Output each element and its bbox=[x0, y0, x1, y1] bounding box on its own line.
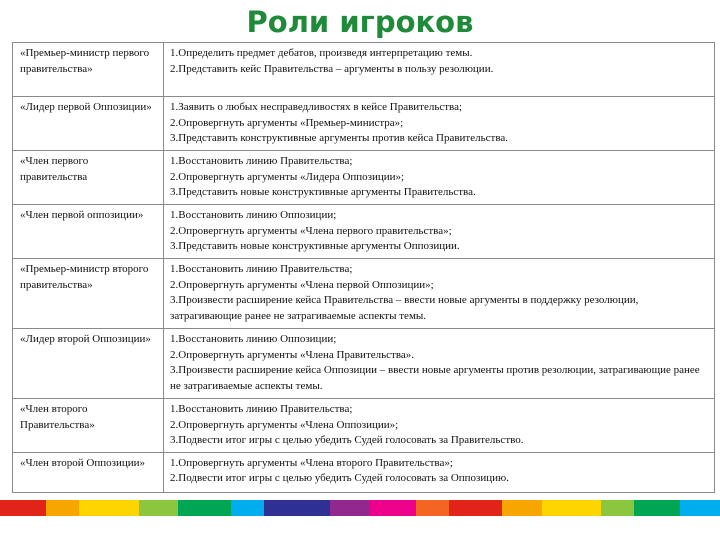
tasks-cell bbox=[164, 97, 715, 151]
task-item: 2.Опровергнуть аргументы «Премьер-министра»; bbox=[170, 116, 404, 129]
band-segment bbox=[502, 500, 542, 516]
task-item: 1.Определить предмет дебатов, произведя интерпретацию темы. bbox=[170, 47, 473, 59]
role-cell: «Премьер-министр первого правительства» bbox=[13, 43, 164, 97]
task-item: 2.Опровергнуть аргументы «Члена первого правительства»; bbox=[170, 224, 452, 237]
roles-table-body bbox=[13, 43, 715, 493]
table-row bbox=[13, 43, 715, 97]
band-segment bbox=[231, 500, 264, 516]
task-item: 3.Представить новые конструктивные аргументы Правительства. bbox=[170, 186, 476, 198]
task-item: 1.Восстановить линию Оппозиции; bbox=[170, 333, 337, 345]
band-segment bbox=[178, 500, 231, 516]
decorative-color-band bbox=[0, 500, 720, 516]
table-row bbox=[13, 205, 715, 259]
table-row bbox=[13, 452, 715, 492]
task-item: 3.Представить конструктивные аргументы против кейса Правительства. bbox=[170, 132, 509, 144]
role-cell: «Премьер-министр второго правительства» bbox=[13, 259, 164, 329]
task-item: 2.Опровергнуть аргументы «Лидера Оппозиции»; bbox=[170, 170, 405, 183]
role-cell: «Член первой оппозиции» bbox=[13, 205, 164, 259]
band-segment bbox=[634, 500, 680, 516]
band-segment bbox=[139, 500, 179, 516]
band-segment bbox=[46, 500, 79, 516]
band-segment bbox=[416, 500, 449, 516]
task-item: 3.Произвести расширение кейса Оппозиции – ввести новые аргументы против резолюции, затрагивающие ранее не затрагиваемые аспекты темы. bbox=[170, 364, 700, 392]
band-segment bbox=[542, 500, 601, 516]
tasks-cell bbox=[164, 399, 715, 453]
role-cell: «Член второго Правительства» bbox=[13, 399, 164, 453]
band-segment bbox=[264, 500, 330, 516]
task-item: 3.Произвести расширение кейса Правительства – ввести новые аргументы в поддержку резолюции, затрагивающие ранее не затрагиваемые аспекты темы. bbox=[170, 294, 639, 322]
task-item: 2.Опровергнуть аргументы «Члена Оппозиции»; bbox=[170, 418, 399, 431]
task-item: 3.Подвести итог игры с целью убедить Судей голосовать за Правительство. bbox=[170, 434, 524, 446]
role-cell: «Член второй Оппозиции» bbox=[13, 452, 164, 492]
role-cell: «Лидер второй Оппозиции» bbox=[13, 329, 164, 399]
tasks-cell bbox=[164, 259, 715, 329]
band-segment bbox=[370, 500, 416, 516]
task-item: 1.Опровергнуть аргументы «Члена второго Правительства»; bbox=[170, 456, 453, 469]
task-item: 3.Представить новые конструктивные аргументы Оппозиции. bbox=[170, 240, 460, 252]
tasks-cell bbox=[164, 452, 715, 492]
task-item: 1.Заявить о любых несправедливостях в кейсе Правительства; bbox=[170, 101, 463, 113]
band-segment bbox=[79, 500, 138, 516]
task-item: 1.Восстановить линию Правительства; bbox=[170, 155, 353, 167]
band-segment bbox=[0, 500, 46, 516]
band-segment bbox=[680, 500, 720, 516]
task-item: 1.Восстановить линию Правительства; bbox=[170, 403, 353, 415]
roles-table bbox=[12, 42, 715, 493]
task-item: 2.Подвести итог игры с целью убедить Судей голосовать за Оппозицию. bbox=[170, 472, 510, 484]
task-item: 2.Представить кейс Правительства – аргументы в пользу резолюции. bbox=[170, 62, 494, 75]
task-item: 2.Опровергнуть аргументы «Члена Правительства». bbox=[170, 348, 415, 361]
tasks-cell bbox=[164, 205, 715, 259]
table-row bbox=[13, 399, 715, 453]
task-item: 1.Восстановить линию Правительства; bbox=[170, 263, 353, 275]
task-item: 1.Восстановить линию Оппозиции; bbox=[170, 209, 337, 221]
band-segment bbox=[449, 500, 502, 516]
slide-title: Роли игроков bbox=[246, 5, 474, 39]
role-cell: «Лидер первой Оппозиции» bbox=[13, 97, 164, 151]
role-cell: «Член первого правительства bbox=[13, 151, 164, 205]
band-segment bbox=[330, 500, 370, 516]
table-row bbox=[13, 259, 715, 329]
tasks-cell bbox=[164, 151, 715, 205]
tasks-cell bbox=[164, 329, 715, 399]
table-row bbox=[13, 151, 715, 205]
tasks-cell bbox=[164, 43, 715, 97]
table-row bbox=[13, 329, 715, 399]
task-item: 2.Опровергнуть аргументы «Члена первой Оппозиции»; bbox=[170, 278, 434, 291]
band-segment bbox=[601, 500, 634, 516]
table-row bbox=[13, 97, 715, 151]
